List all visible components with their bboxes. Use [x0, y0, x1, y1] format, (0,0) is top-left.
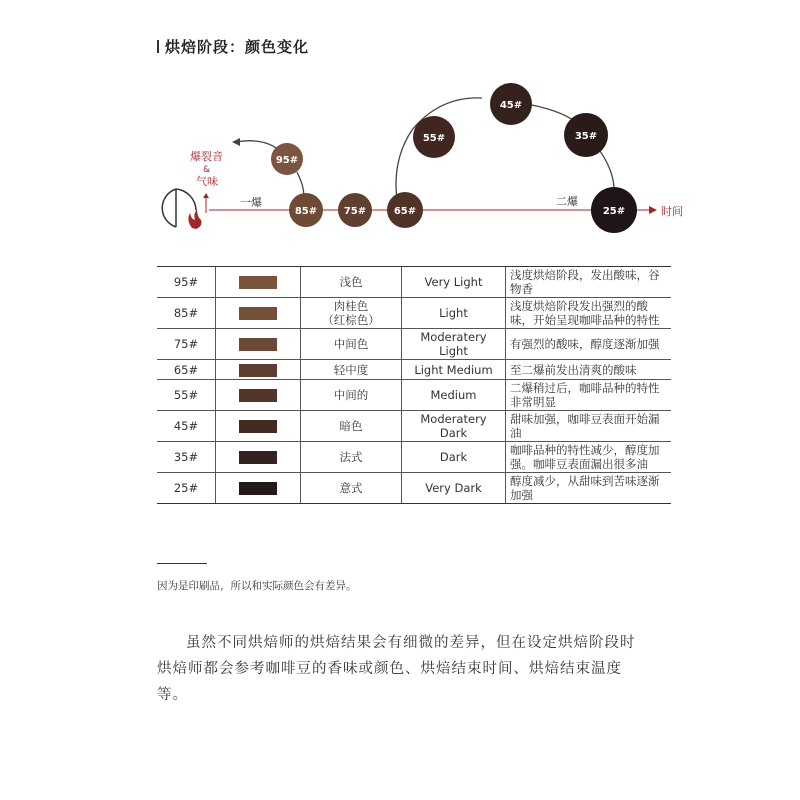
roast-name-en: Very Light — [402, 267, 506, 298]
roast-description: 咖啡品种的特性减少，醇度加强。咖啡豆表面漏出很多油 — [506, 442, 672, 473]
roast-code: 75# — [157, 329, 216, 360]
table-row — [157, 411, 671, 442]
table-row — [157, 360, 671, 380]
table-row — [157, 298, 671, 329]
svg-text:95#: 95# — [275, 155, 299, 166]
roast-name-en: Moderatery Light — [402, 329, 506, 360]
roast-code: 35# — [157, 442, 216, 473]
stage-75 — [338, 193, 372, 227]
roast-table — [157, 266, 671, 504]
time-axis-label: 时间 — [661, 205, 683, 218]
swatch-cell — [216, 267, 301, 298]
swatch-cell — [216, 442, 301, 473]
color-swatch — [239, 338, 277, 351]
roast-code: 55# — [157, 380, 216, 411]
page-title-text: 烘焙阶段：颜色变化 — [165, 38, 310, 56]
roast-stage-diagram — [0, 0, 800, 260]
roast-code: 95# — [157, 267, 216, 298]
body-paragraph: 虽然不同烘焙师的烘焙结果会有细微的差异，但在设定烘焙阶段时烘焙师都会参考咖啡豆的香味或颜色、烘焙结束时间、烘焙结束温度等。 — [157, 635, 636, 703]
roast-code: 25# — [157, 473, 216, 504]
crack-label-amp: & — [203, 165, 211, 175]
svg-text:55#: 55# — [422, 133, 446, 144]
roast-table-body — [157, 267, 671, 504]
footnote: 因为是印刷品，所以和实际颜色会有差异。 — [157, 580, 357, 592]
swatch-cell — [216, 473, 301, 504]
roast-description: 至二爆前发出清爽的酸味 — [506, 360, 672, 380]
second-crack-label: 二爆 — [556, 195, 578, 208]
roast-description: 醇度减少，从甜味到苦味逐渐加强 — [506, 473, 672, 504]
swatch-cell — [216, 329, 301, 360]
color-swatch — [239, 420, 277, 433]
table-row — [157, 329, 671, 360]
roast-name-zh: 暗色 — [301, 411, 402, 442]
stage-35 — [564, 113, 608, 157]
roast-description: 浅度烘焙阶段，发出酸味，谷物香 — [506, 267, 672, 298]
color-swatch — [239, 307, 277, 320]
svg-text:45#: 45# — [499, 100, 523, 111]
roast-description: 浅度烘焙阶段发出强烈的酸味，开始呈现咖啡品种的特性 — [506, 298, 672, 329]
roast-name-en: Moderatery Dark — [402, 411, 506, 442]
crack-arrow — [203, 193, 209, 213]
roast-code: 45# — [157, 411, 216, 442]
color-swatch — [239, 482, 277, 495]
stage-65 — [387, 192, 423, 228]
table-row — [157, 442, 671, 473]
table-row — [157, 380, 671, 411]
roast-name-zh: 意式 — [301, 473, 402, 504]
stage-45 — [490, 83, 532, 125]
swatch-cell — [216, 411, 301, 442]
swatch-cell — [216, 298, 301, 329]
footnote-divider — [157, 563, 207, 564]
stage-95 — [271, 143, 303, 175]
flame-icon — [188, 209, 201, 229]
roast-name-zh: 中间的 — [301, 380, 402, 411]
roast-name-en: Light — [402, 298, 506, 329]
table-row — [157, 267, 671, 298]
time-axis — [209, 206, 657, 214]
color-swatch — [239, 451, 277, 464]
first-crack-label: 一爆 — [240, 196, 262, 209]
roast-name-en: Medium — [402, 380, 506, 411]
stage-55 — [413, 116, 455, 158]
roast-name-zh: 肉桂色 （红棕色） — [301, 298, 402, 329]
roast-description: 甜味加强，咖啡豆表面开始漏油 — [506, 411, 672, 442]
roast-name-en: Light Medium — [402, 360, 506, 380]
svg-text:85#: 85# — [294, 206, 318, 217]
stage-25 — [591, 187, 637, 233]
color-swatch — [239, 276, 277, 289]
color-swatch — [239, 389, 277, 402]
svg-text:65#: 65# — [393, 206, 417, 217]
svg-text:75#: 75# — [343, 206, 367, 217]
roast-code: 65# — [157, 360, 216, 380]
crack-label-1: 爆裂音 — [190, 150, 223, 163]
svg-text:25#: 25# — [602, 206, 626, 217]
roast-description: 有强烈的酸味，醇度逐渐加强 — [506, 329, 672, 360]
crack-label-2: 气味 — [196, 175, 218, 188]
swatch-cell — [216, 380, 301, 411]
stage-85 — [289, 193, 323, 227]
svg-text:35#: 35# — [574, 131, 598, 142]
roast-code: 85# — [157, 298, 216, 329]
roast-name-en: Very Dark — [402, 473, 506, 504]
start-arrowhead — [232, 138, 240, 146]
roast-description: 二爆稍过后，咖啡品种的特性非常明显 — [506, 380, 672, 411]
swatch-cell — [216, 360, 301, 380]
roast-name-zh: 法式 — [301, 442, 402, 473]
table-row — [157, 473, 671, 504]
roast-name-zh: 中间色 — [301, 329, 402, 360]
roast-name-en: Dark — [402, 442, 506, 473]
roast-name-zh: 浅色 — [301, 267, 402, 298]
color-swatch — [239, 364, 277, 377]
roast-name-zh: 轻中度 — [301, 360, 402, 380]
